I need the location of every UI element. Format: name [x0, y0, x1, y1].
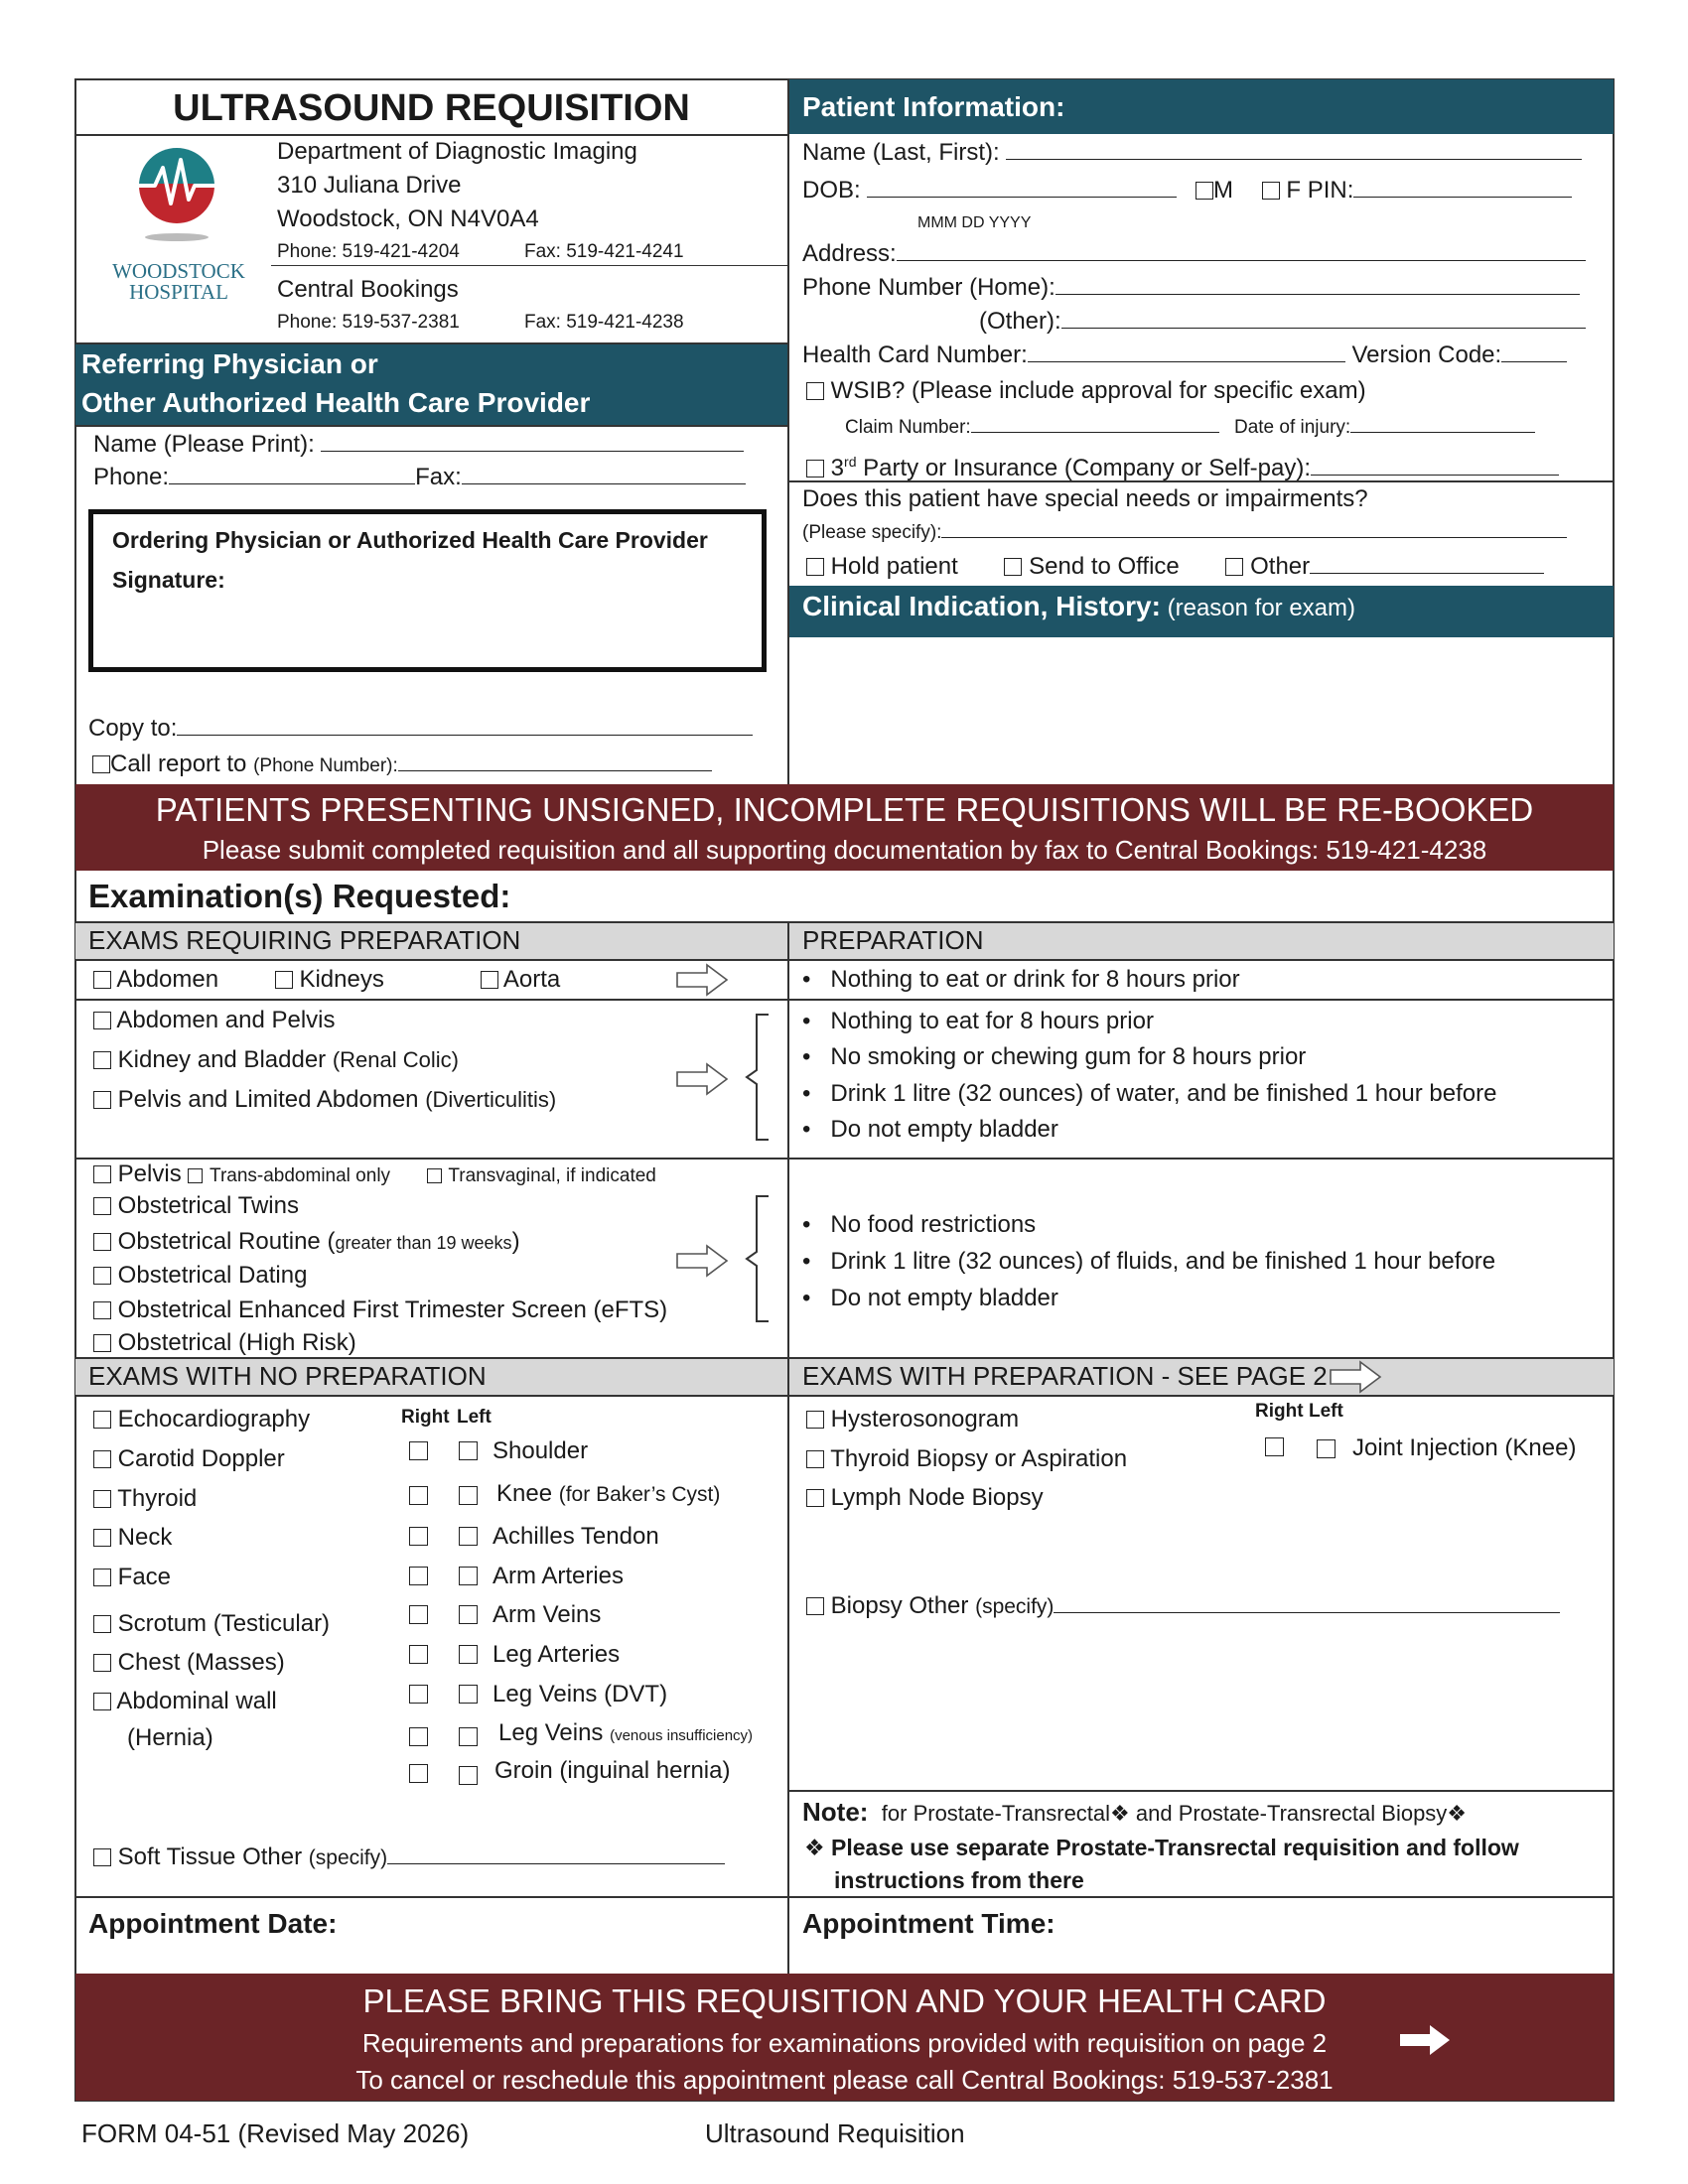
brace-icon: [737, 1194, 773, 1323]
form-title: ULTRASOUND REQUISITION: [173, 87, 690, 129]
knee-note: (for Baker’s Cyst): [558, 1483, 721, 1506]
hysterosonogram-checkbox[interactable]: [806, 1411, 824, 1429]
rl-label: Arm Veins: [492, 1601, 602, 1628]
arrow-right-icon: [675, 1244, 731, 1278]
np-left-2: [93, 1444, 285, 1474]
row2-prep-3: [802, 1079, 1496, 1109]
send-office-label: Send to Office: [1029, 553, 1180, 580]
other-field[interactable]: [1310, 551, 1544, 574]
bullet-icon: •: [802, 1285, 811, 1311]
hold-patient-checkbox[interactable]: [806, 558, 824, 576]
soft-tissue-label: Soft Tissue Other: [117, 1843, 303, 1870]
bullet-icon: •: [802, 1008, 811, 1034]
ob-routine-note: greater than 19 weeks: [335, 1233, 512, 1253]
pt-name-label: Name (Last, First):: [802, 139, 1000, 166]
np-left-6: [93, 1609, 330, 1639]
noprep-header: EXAMS WITH NO PREPARATION: [88, 1361, 487, 1391]
signature-label-1: Ordering Physician or Authorized Health Care Provider: [112, 527, 708, 553]
ob-routine-paren: ): [511, 1228, 520, 1255]
pelvis-label: Pelvis: [117, 1160, 182, 1187]
please-specify-field[interactable]: [941, 519, 1567, 538]
divider: [75, 134, 787, 136]
abdominal-wall-checkbox[interactable]: [93, 1693, 111, 1710]
biopsy-other-row: [806, 1590, 1560, 1622]
dob-format-hint: MMM DD YYYY: [917, 214, 1032, 231]
street-address: 310 Juliana Drive: [277, 172, 462, 199]
footer-line-2: To cancel or reschedule this appointment please call Central Bookings: 519-537-2381: [355, 2065, 1334, 2095]
divider: [75, 1395, 1614, 1397]
arm-veins-left-checkbox[interactable]: [459, 1605, 478, 1624]
row3-prep-2: [802, 1247, 1495, 1277]
row2-item-1: [93, 1006, 335, 1035]
call-report-field[interactable]: [398, 749, 712, 771]
aorta-label: Aorta: [502, 966, 561, 993]
arm-arteries-right-checkbox[interactable]: [409, 1567, 428, 1585]
row1-prep-item: Nothing to eat or drink for 8 hours prior: [830, 966, 1240, 993]
wsib-label: WSIB? (Please include approval for specific exam): [830, 377, 1366, 404]
clinical-text-area[interactable]: [790, 639, 1613, 782]
divider: [787, 79, 789, 784]
divider: [75, 959, 1614, 961]
ref-fax-field[interactable]: [462, 462, 746, 484]
warning-title: PATIENTS PRESENTING UNSIGNED, INCOMPLETE REQUISITIONS WILL BE RE-BOOKED: [155, 791, 1534, 828]
central-phone: Phone: 519-537-2381: [277, 312, 460, 333]
achilles-left-checkbox[interactable]: [459, 1527, 478, 1546]
ob-twins-row: [93, 1191, 299, 1221]
appointment-time-field[interactable]: [794, 1941, 1599, 1971]
leg-veins-venous-right-checkbox[interactable]: [409, 1727, 428, 1746]
scrotum-checkbox[interactable]: [93, 1615, 111, 1633]
wsib-row: [806, 376, 1366, 406]
third-party-label: Party or Insurance (Company or Self-pay):: [856, 455, 1311, 481]
groin-right-checkbox[interactable]: [409, 1764, 428, 1783]
arm-veins-right-checkbox[interactable]: [409, 1605, 428, 1624]
ob-highrisk-row: [93, 1328, 356, 1358]
rl-label: Shoulder: [492, 1437, 589, 1464]
ob-routine-row: [93, 1227, 520, 1258]
pt-phone-other-label: (Other):: [979, 308, 1061, 335]
health-card-label: Health Card Number:: [802, 341, 1028, 368]
row2-prep-4: [802, 1115, 1058, 1145]
pelvis-checkbox[interactable]: [93, 1165, 111, 1183]
call-report-label: Call report to: [110, 751, 247, 777]
row2-prep-1: [802, 1007, 1154, 1036]
ref-fax-label: Fax:: [415, 464, 462, 490]
pt-address-row: [802, 238, 1586, 269]
sex-f-checkbox[interactable]: [1262, 182, 1280, 200]
rl-label: Groin (inguinal hernia): [494, 1757, 731, 1784]
row3-prep-3: [802, 1284, 1058, 1313]
leg-veins-dvt-right-checkbox[interactable]: [409, 1685, 428, 1704]
call-report-checkbox[interactable]: [92, 755, 110, 773]
row2-prep-2: [802, 1042, 1306, 1072]
row2-prep: No smoking or chewing gum for 8 hours prior: [830, 1043, 1307, 1070]
ref-phone-label: Phone:: [93, 464, 170, 490]
row2-prep: Do not empty bladder: [830, 1116, 1058, 1143]
leg-veins-dvt-left-checkbox[interactable]: [459, 1685, 478, 1704]
rl-label: Achilles Tendon: [492, 1523, 659, 1550]
wp-left-label: Left: [1309, 1401, 1343, 1422]
knee-row: [496, 1479, 720, 1510]
ref-phone-field[interactable]: [169, 462, 415, 484]
pin-label: PIN:: [1307, 177, 1354, 204]
central-bookings: Central Bookings: [277, 276, 459, 303]
soft-tissue-checkbox[interactable]: [93, 1848, 111, 1866]
other-label: Other: [1250, 553, 1311, 580]
row2-note: (Diverticulitis): [425, 1087, 557, 1112]
divider: [788, 1790, 1614, 1792]
transvag-checkbox[interactable]: [427, 1168, 442, 1183]
claim-number-field[interactable]: [971, 414, 1219, 433]
wp-label: Hysterosonogram: [830, 1406, 1020, 1433]
divider: [75, 921, 1614, 923]
appointment-time-label: Appointment Time:: [802, 1908, 1055, 1939]
np-label: Face: [117, 1564, 172, 1590]
row1-exams: [93, 965, 560, 995]
ob-label: Obstetrical Enhanced First Trimester Screen (eFTS): [117, 1297, 668, 1323]
knee-left-checkbox[interactable]: [459, 1486, 478, 1505]
row2-note: (Renal Colic): [332, 1047, 459, 1072]
claim-number-label: Claim Number:: [845, 417, 971, 438]
soft-tissue-specify: (specify): [308, 1846, 388, 1869]
wsib-checkbox[interactable]: [806, 382, 824, 400]
appointment-date-label: Appointment Date:: [88, 1908, 338, 1939]
soft-tissue-row: [93, 1842, 725, 1873]
np-label: Abdominal wall: [116, 1688, 277, 1714]
prep-left-header: EXAMS REQUIRING PREPARATION: [88, 925, 521, 955]
bullet-icon: •: [802, 1080, 811, 1107]
pt-phone-home-label: Phone Number (Home):: [802, 274, 1055, 301]
rl-label: Knee: [496, 1480, 553, 1507]
clinical-sub: (reason for exam): [1167, 595, 1356, 621]
np-left-5: [93, 1563, 171, 1592]
copy-to-label: Copy to:: [88, 715, 178, 742]
pt-dob-label: DOB:: [802, 177, 861, 204]
ob-highrisk-checkbox[interactable]: [93, 1334, 111, 1352]
special-needs-label: Does this patient have special needs or impairments?: [802, 485, 1368, 512]
leg-arteries-right-checkbox[interactable]: [409, 1645, 428, 1664]
aorta-checkbox[interactable]: [481, 971, 498, 989]
bullet-icon: •: [802, 1043, 811, 1070]
row3-prep: Drink 1 litre (32 ounces) of fluids, and be finished 1 hour before: [830, 1248, 1496, 1275]
row2-prep: Drink 1 litre (32 ounces) of water, and be finished 1 hour before: [830, 1080, 1497, 1107]
central-fax: Fax: 519-421-4238: [524, 312, 684, 333]
clinical-heading: Clinical Indication, History:: [802, 591, 1161, 621]
np-left-1: [93, 1405, 310, 1434]
wp-3: [806, 1483, 1044, 1513]
abdomen-label: Abdomen: [116, 966, 219, 993]
logo-text-1: WOODSTOCK: [112, 259, 245, 283]
thyroid-checkbox[interactable]: [93, 1490, 111, 1508]
pt-phone-other-row: [979, 306, 1586, 337]
ob-routine-checkbox[interactable]: [93, 1233, 111, 1251]
np-left-8: [93, 1687, 277, 1716]
pelvis-limited-checkbox[interactable]: [93, 1091, 111, 1109]
arrow-right-icon: [1329, 1360, 1384, 1394]
version-code-label: Version Code:: [1351, 341, 1502, 368]
date-injury-label: Date of injury:: [1233, 417, 1351, 438]
sex-m-label: M: [1213, 177, 1234, 204]
row2-item-2: [93, 1045, 459, 1075]
third-party-pre: 3: [830, 455, 845, 481]
call-report-small: (Phone Number):: [253, 755, 398, 776]
pt-name-field[interactable]: [1006, 137, 1582, 160]
ob-label: Obstetrical Twins: [117, 1192, 299, 1219]
groin-left-checkbox[interactable]: [459, 1766, 478, 1785]
chest-checkbox[interactable]: [93, 1654, 111, 1672]
note-label: Note:: [802, 1797, 869, 1827]
bullet-icon: •: [802, 1248, 811, 1275]
withprep-header: EXAMS WITH PREPARATION - SEE PAGE 2: [802, 1361, 1328, 1391]
warning-sub: Please submit completed requisition and all supporting documentation by fax to Central Bookings: 519-421-4238: [202, 835, 1487, 865]
np-label: Scrotum (Testicular): [117, 1610, 331, 1637]
np-left-3: [93, 1484, 197, 1514]
ob-label: Obstetrical Dating: [117, 1262, 308, 1289]
health-card-field[interactable]: [1028, 340, 1345, 362]
call-report-row: [92, 749, 712, 781]
leg-veins-venous-row: [498, 1718, 753, 1751]
version-code-field[interactable]: [1501, 340, 1567, 362]
sex-f-label: F: [1286, 177, 1302, 204]
date-injury-field[interactable]: [1350, 414, 1535, 433]
pt-address-field[interactable]: [897, 238, 1586, 261]
ref-name-field[interactable]: [321, 429, 744, 452]
row1-prep: [802, 965, 1240, 995]
abdomen-checkbox[interactable]: [93, 971, 111, 989]
ob-dating-row: [93, 1261, 307, 1291]
divider: [75, 425, 787, 427]
hospital-phone: Phone: 519-421-4204: [277, 241, 460, 262]
divider: [75, 342, 787, 344]
np-label: Thyroid: [117, 1485, 198, 1512]
wp-label: Lymph Node Biopsy: [830, 1484, 1044, 1511]
right-label: Right: [401, 1407, 450, 1428]
np-left-4: [93, 1523, 172, 1553]
joint-injection-right-checkbox[interactable]: [1265, 1437, 1284, 1456]
footer-line-1: Requirements and preparations for examinations provided with requisition on page 2: [361, 2028, 1328, 2058]
third-party-sup: rd: [844, 454, 857, 470]
wp-1: [806, 1405, 1019, 1434]
ref-phone-row: [93, 462, 746, 492]
np-left-hernia: (Hernia): [127, 1724, 213, 1751]
form-id: FORM 04-51 (Revised May 2026): [81, 2118, 470, 2148]
rl-label: Arm Arteries: [492, 1563, 625, 1589]
row2-prep: Nothing to eat for 8 hours prior: [830, 1008, 1154, 1034]
prostate-note-row: [802, 1797, 1467, 1829]
pt-dob-row: [802, 175, 1572, 205]
trans-abd-label: Trans-abdominal only: [210, 1165, 391, 1186]
trans-abd-checkbox[interactable]: [188, 1168, 203, 1183]
ob-label: Obstetrical (High Risk): [117, 1329, 356, 1356]
leg-veins-venous-left-checkbox[interactable]: [459, 1727, 478, 1746]
left-label: Left: [457, 1407, 492, 1428]
pin-field[interactable]: [1353, 175, 1572, 198]
referring-heading-2: Other Authorized Health Care Provider: [81, 387, 591, 418]
np-label: Carotid Doppler: [117, 1445, 285, 1472]
third-party-checkbox[interactable]: [806, 460, 824, 478]
rl-label: Leg Arteries: [492, 1641, 621, 1668]
row2-label: Pelvis and Limited Abdomen: [117, 1086, 419, 1113]
transvag-label: Transvaginal, if indicated: [448, 1165, 656, 1186]
achilles-right-checkbox[interactable]: [409, 1527, 428, 1546]
ob-dating-checkbox[interactable]: [93, 1267, 111, 1285]
soft-tissue-field[interactable]: [387, 1842, 725, 1864]
note-bold-2: instructions from there: [834, 1867, 1084, 1893]
shoulder-right-checkbox[interactable]: [409, 1441, 428, 1460]
prep-right-header: PREPARATION: [802, 925, 984, 955]
pt-dob-field[interactable]: [867, 175, 1177, 198]
np-label: Echocardiography: [117, 1406, 311, 1433]
wp-right-label: Right: [1255, 1401, 1304, 1422]
bullet-icon: •: [802, 1211, 811, 1238]
ref-name-row: [93, 429, 744, 460]
note-text: for Prostate-Transrectal❖ and Prostate-Transrectal Biopsy❖: [881, 1801, 1468, 1826]
ref-name-label: Name (Please Print):: [93, 431, 315, 458]
exams-requested-heading: Examination(s) Requested:: [88, 878, 511, 914]
logo-text-2: HOSPITAL: [129, 280, 228, 304]
ob-efts-row: [93, 1296, 667, 1325]
joint-injection-left-checkbox[interactable]: [1317, 1439, 1336, 1458]
rl-label: Leg Veins (DVT): [492, 1681, 668, 1707]
abdomen-pelvis-checkbox[interactable]: [93, 1012, 111, 1029]
dept-name: Department of Diagnostic Imaging: [277, 138, 637, 165]
third-party-field[interactable]: [1311, 453, 1559, 476]
divider: [787, 921, 789, 1974]
signature-label-2: Signature:: [112, 567, 225, 593]
referring-heading-1: Referring Physician or: [81, 348, 378, 379]
city: Woodstock, ON N4V0A4: [277, 205, 539, 232]
health-card-row: [802, 340, 1567, 370]
form-name: Ultrasound Requisition: [705, 2118, 965, 2148]
hospital-fax: Fax: 519-421-4241: [524, 241, 684, 262]
appointment-date-field[interactable]: [79, 1941, 774, 1971]
third-party-row: [806, 447, 1559, 483]
pt-phone-home-row: [802, 272, 1580, 303]
arrow-right-icon: [1398, 2023, 1454, 2057]
np-label: Neck: [117, 1524, 173, 1551]
wp-label: Thyroid Biopsy or Aspiration: [830, 1445, 1128, 1472]
lymph-node-checkbox[interactable]: [806, 1489, 824, 1507]
rl-label: Leg Veins: [498, 1719, 604, 1746]
wp-2: [806, 1444, 1127, 1474]
claim-row: [845, 413, 1535, 443]
pelvis-row: [93, 1160, 656, 1191]
row3-prep-1: [802, 1210, 1036, 1240]
neck-checkbox[interactable]: [93, 1529, 111, 1547]
divider: [75, 999, 1614, 1001]
joint-injection-label: Joint Injection (Knee): [1352, 1434, 1577, 1461]
divider: [75, 1896, 1614, 1898]
ob-label: Obstetrical Routine: [117, 1228, 321, 1255]
biopsy-other-specify: (specify): [975, 1595, 1055, 1618]
copy-to-field[interactable]: [177, 713, 753, 736]
arrow-right-icon: [675, 963, 731, 997]
hold-patient-label: Hold patient: [830, 553, 958, 580]
biopsy-other-checkbox[interactable]: [806, 1597, 824, 1615]
row3-prep: No food restrictions: [830, 1211, 1037, 1238]
pt-phone-home-field[interactable]: [1055, 272, 1580, 295]
biopsy-other-label: Biopsy Other: [830, 1592, 969, 1619]
bullet-icon: •: [802, 1116, 811, 1143]
np-label: Chest (Masses): [117, 1649, 285, 1676]
pt-phone-other-field[interactable]: [1061, 306, 1586, 329]
brace-icon: [737, 1013, 773, 1142]
footer-title: PLEASE BRING THIS REQUISITION AND YOUR HEALTH CARD: [362, 1982, 1327, 2019]
kidneys-checkbox[interactable]: [275, 971, 293, 989]
copy-to-row: [88, 713, 753, 744]
shoulder-left-checkbox[interactable]: [459, 1441, 478, 1460]
biopsy-other-field[interactable]: [1054, 1590, 1560, 1613]
face-checkbox[interactable]: [93, 1569, 111, 1586]
clinical-heading-row: [802, 592, 1355, 623]
ob-routine-paren: (: [327, 1228, 336, 1255]
please-specify-label: (Please specify):: [802, 522, 942, 543]
bullet-icon: •: [802, 966, 811, 993]
venous-note: (venous insufficiency): [610, 1727, 754, 1744]
please-specify-row: [802, 518, 1567, 548]
kidney-bladder-checkbox[interactable]: [93, 1051, 111, 1069]
note-bold-1: ❖ Please use separate Prostate-Transrectal requisition and follow: [804, 1835, 1519, 1860]
echo-checkbox[interactable]: [93, 1411, 111, 1429]
row3-prep: Do not empty bladder: [830, 1285, 1058, 1311]
sex-m-checkbox[interactable]: [1196, 182, 1213, 200]
other-checkbox[interactable]: [1225, 558, 1243, 576]
arrow-right-icon: [675, 1062, 731, 1096]
patient-info-heading: Patient Information:: [802, 91, 1065, 122]
send-office-checkbox[interactable]: [1004, 558, 1022, 576]
pt-name-row: [802, 137, 1582, 168]
ob-efts-checkbox[interactable]: [93, 1301, 111, 1319]
carotid-checkbox[interactable]: [93, 1450, 111, 1468]
np-left-7: [93, 1648, 285, 1678]
row2-label: Kidney and Bladder: [117, 1046, 327, 1073]
row2-item-3: [93, 1085, 556, 1115]
row2-label: Abdomen and Pelvis: [116, 1007, 336, 1033]
knee-right-checkbox[interactable]: [409, 1486, 428, 1505]
thyroid-biopsy-checkbox[interactable]: [806, 1450, 824, 1468]
ob-twins-checkbox[interactable]: [93, 1197, 111, 1215]
kidneys-label: Kidneys: [299, 966, 384, 993]
pt-address-label: Address:: [802, 240, 897, 267]
special-options-row: [806, 551, 1544, 582]
leg-arteries-left-checkbox[interactable]: [459, 1645, 478, 1664]
arm-arteries-left-checkbox[interactable]: [459, 1567, 478, 1585]
